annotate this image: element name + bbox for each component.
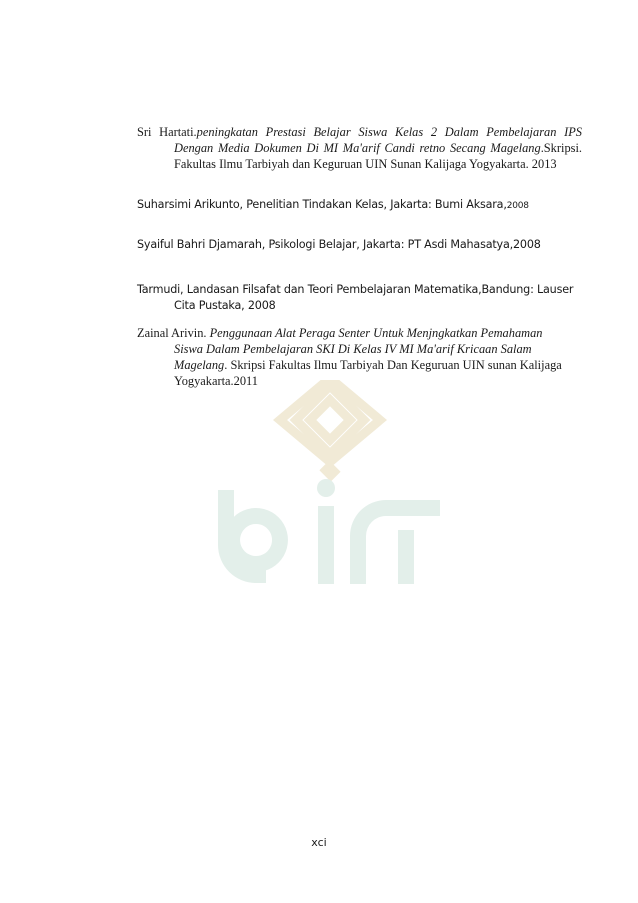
reference-tarmudi — [137, 282, 582, 314]
reference-sri-hartati — [137, 124, 582, 172]
reference-text: Tarmudi, Landasan Filsafat dan Teori Pembelajaran Matematika,Bandung: Lauser Cita Pustaka, 2008 — [137, 283, 574, 312]
reference-syaiful-bahri — [137, 237, 545, 253]
reference-suharsimi-arikunto — [137, 197, 545, 214]
reference-year: 2008 — [506, 201, 529, 211]
reference-text: Syaiful Bahri Djamarah, Psikologi Belajar, Jakarta: PT Asdi Mahasatya,2008 — [137, 238, 541, 251]
reference-author: Zainal Arivin. — [137, 326, 210, 340]
reference-zainal-arivin — [137, 325, 574, 389]
page-number: xci — [311, 836, 327, 849]
reference-author: Sri Hartati. — [137, 125, 197, 139]
reference-publication: .Skripsi. Fakultas Ilmu Tarbiyah dan Keguruan UIN Sunan Kalijaga Yogyakarta. 2013 — [174, 141, 582, 171]
reference-title: Penggunaan Alat Peraga Senter Untuk Menjngkatkan Pemahaman Siswa Dalam Pembelajaran SKI Di Kelas IV MI Ma'arif Kricaan Salam Magelang — [174, 326, 543, 372]
reference-text: Suharsimi Arikunto, Penelitian Tindakan Kelas, Jakarta: Bumi Aksara, — [137, 198, 507, 211]
uin-watermark-logo — [200, 380, 460, 590]
reference-publication: . Skripsi Fakultas Ilmu Tarbiyah Dan Keguruan UIN sunan Kalijaga Yogyakarta.2011 — [174, 358, 562, 388]
reference-title: peningkatan Prestasi Belajar Siswa Kelas 2 Dalam Pembelajaran IPS Dengan Media Dokumen Di MI Ma'arif Candi retno Secang Magelang — [174, 125, 583, 155]
